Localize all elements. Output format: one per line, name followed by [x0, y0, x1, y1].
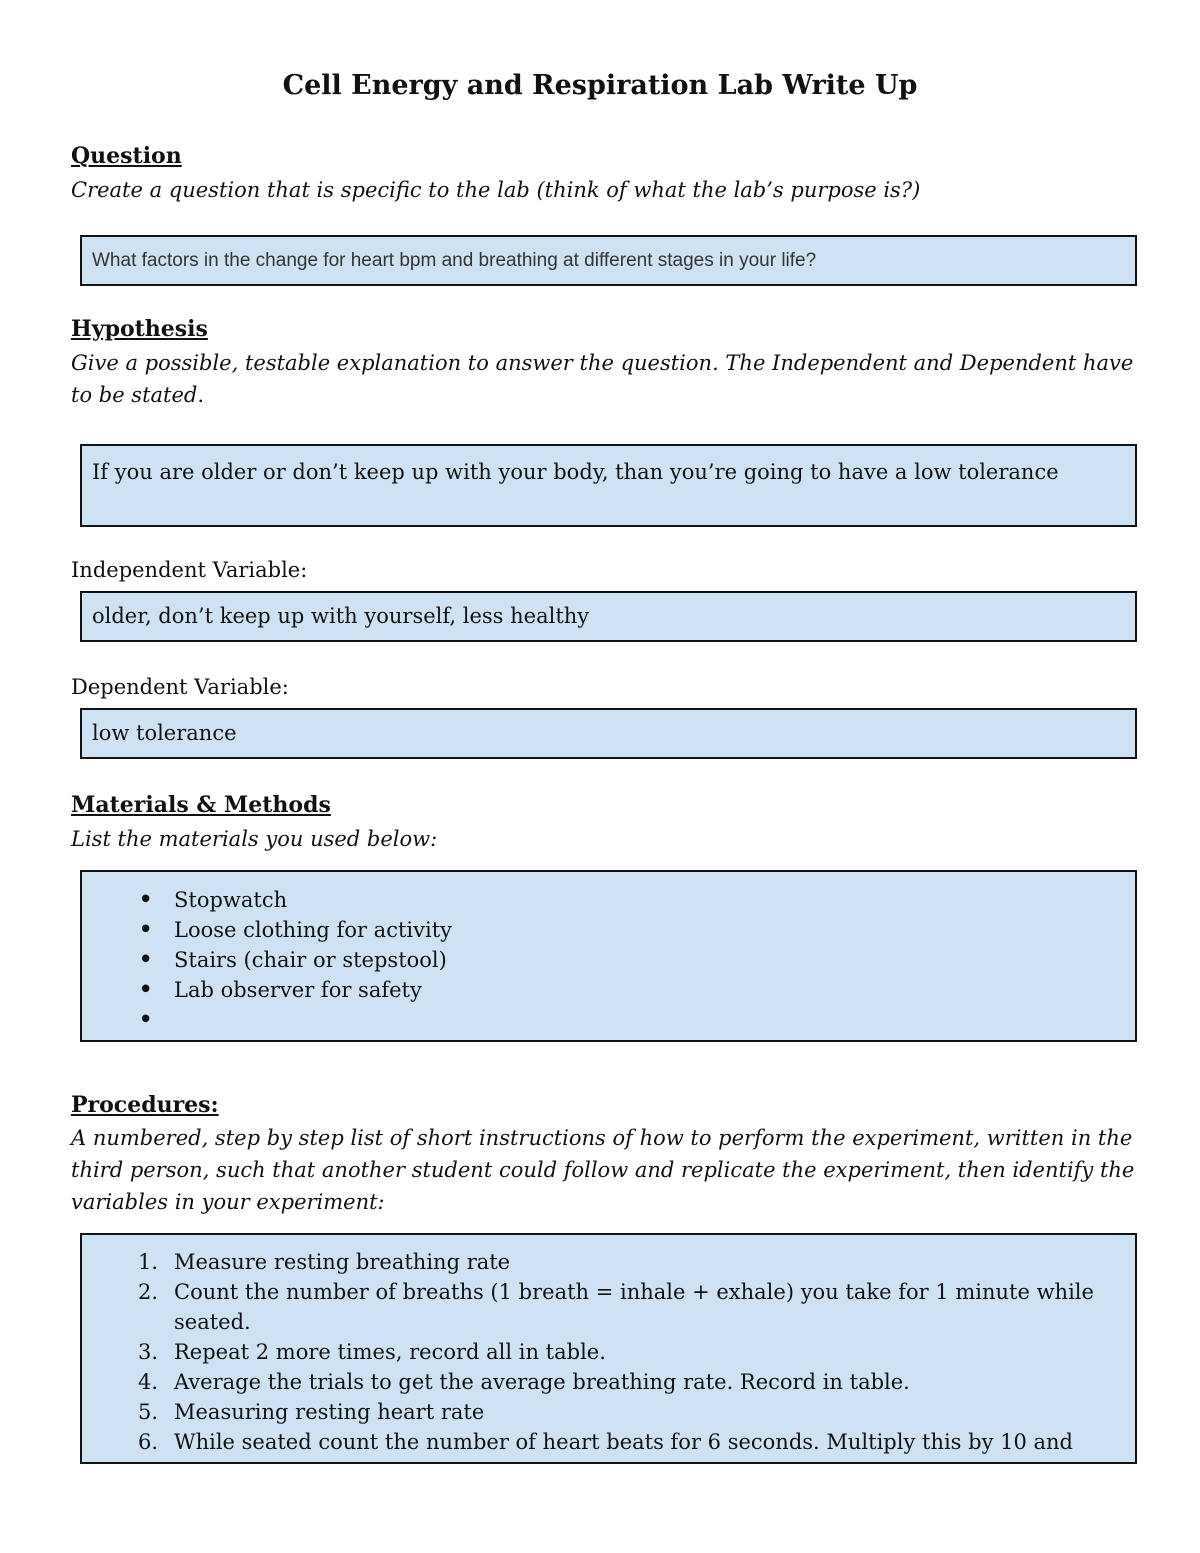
list-item — [92, 1337, 1125, 1367]
list-item — [92, 1247, 1125, 1277]
step-number: 1. — [138, 1250, 159, 1274]
list-item — [92, 1397, 1125, 1427]
materials-box[interactable] — [80, 870, 1137, 1042]
step-number: 5. — [138, 1400, 159, 1424]
step-number: 3. — [138, 1340, 159, 1364]
step-text: While seated count the number of heart beats for 6 seconds. Multiply this by 10 and — [174, 1430, 1074, 1454]
dependent-variable-label: Dependent Variable: — [71, 675, 289, 699]
procedures-instruction: A numbered, step by step list of short instructions of how to perform the experiment, written in the third person, such that another student could follow and replicate the experiment, then identify the variables in your experiment: — [71, 1126, 1135, 1214]
hypothesis-answer-box[interactable] — [80, 444, 1137, 527]
list-item — [92, 1005, 1125, 1035]
procedures-list — [92, 1247, 1125, 1457]
procedures-box[interactable] — [80, 1233, 1137, 1464]
step-text: Count the number of breaths (1 breath = inhale + exhale) you take for 1 minute while seated. — [174, 1280, 1094, 1334]
list-item: • Lab observer for safety — [92, 975, 1125, 1005]
question-answer-box[interactable] — [80, 235, 1137, 286]
hypothesis-instruction: Give a possible, testable explanation to answer the question. The Independent and Dependent have to be stated. — [71, 351, 1134, 407]
independent-variable-label: Independent Variable: — [71, 558, 308, 582]
dependent-variable-text: low tolerance — [92, 721, 237, 745]
list-item: • Stopwatch — [92, 885, 1125, 915]
document-title: Cell Energy and Respiration Lab Write Up — [282, 70, 918, 101]
list-item — [92, 1277, 1125, 1337]
step-text: Measure resting breathing rate — [174, 1250, 511, 1274]
independent-variable-text: older, don’t keep up with yourself, less healthy — [92, 604, 590, 628]
question-heading: Question — [71, 143, 182, 169]
list-item — [92, 1367, 1125, 1397]
step-text: Average the trials to get the average breathing rate. Record in table. — [174, 1370, 910, 1394]
list-item — [92, 1427, 1125, 1457]
hypothesis-heading: Hypothesis — [71, 316, 208, 342]
independent-variable-box[interactable] — [80, 591, 1137, 642]
step-text: Measuring resting heart rate — [174, 1400, 485, 1424]
materials-instruction: List the materials you used below: — [71, 827, 438, 851]
step-number: 2. — [138, 1280, 159, 1304]
question-instruction: Create a question that is specific to the lab (think of what the lab’s purpose is?) — [71, 178, 921, 202]
step-text: Repeat 2 more times, record all in table. — [174, 1340, 606, 1364]
materials-list — [92, 885, 1125, 1035]
list-item: • Stairs (chair or stepstool) — [92, 945, 1125, 975]
materials-heading: Materials & Methods — [71, 792, 331, 818]
hypothesis-answer-text: If you are older or don’t keep up with your body, than you’re going to have a low tolerance — [92, 460, 1059, 484]
step-number: 4. — [138, 1370, 159, 1394]
question-answer-text: What factors in the change for heart bpm and breathing at different stages in your life? — [92, 250, 817, 271]
dependent-variable-box[interactable] — [80, 708, 1137, 759]
list-item: • Loose clothing for activity — [92, 915, 1125, 945]
procedures-heading: Procedures: — [71, 1092, 219, 1118]
step-number: 6. — [138, 1430, 159, 1454]
